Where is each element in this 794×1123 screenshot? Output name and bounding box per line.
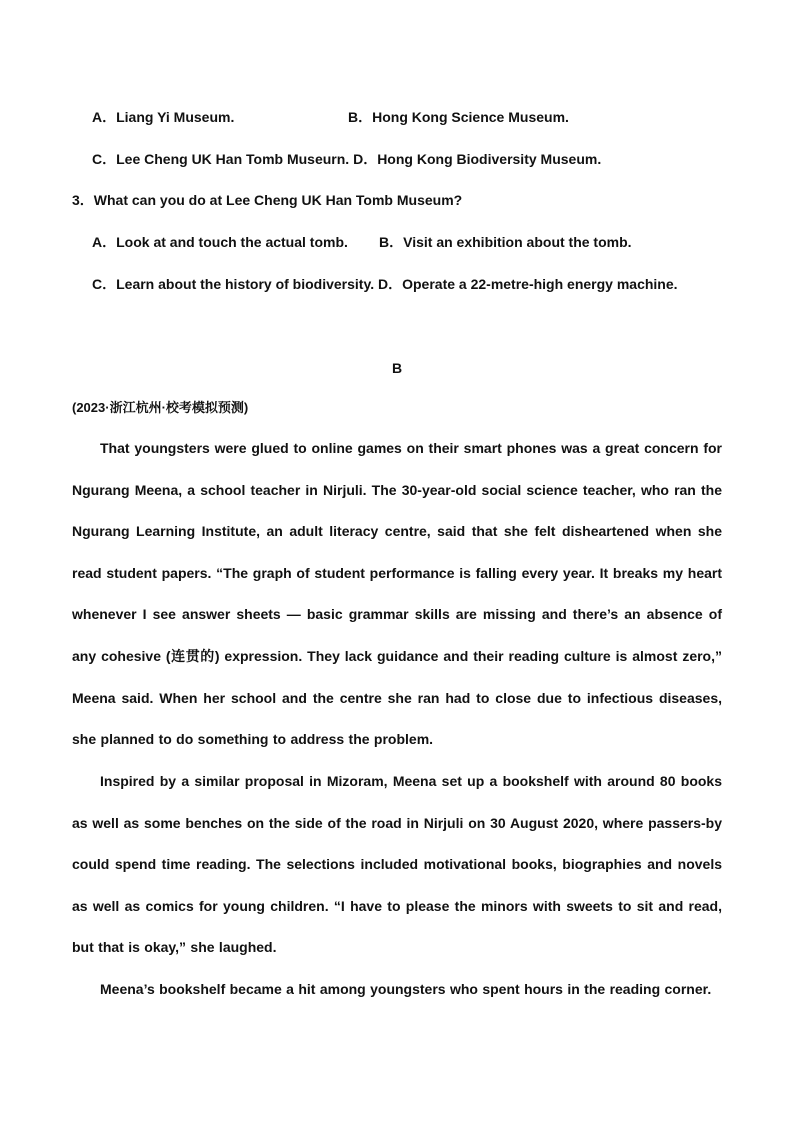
q3-stem: 3．What can you do at Lee Cheng UK Han Tomb Museum? bbox=[72, 192, 463, 208]
q3-options-c-d: C．Learn about the history of biodiversity. D．Operate a 22-metre-high energy machine. bbox=[92, 276, 678, 292]
q2-option-a: A．Liang Yi Museum. bbox=[92, 109, 235, 125]
q2-options-c-d: C．Lee Cheng UK Han Tomb Museurn. D．Hong Kong Biodiversity Museum. bbox=[92, 151, 602, 167]
paragraph-1: That youngsters were glued to online games on their smart phones was a great concern for Ngurang Meena, a school teacher in Nirjuli. The 30-year-old social science teacher, who ran the Ngurang Learning Institute, an adult literacy centre, said that she felt disheartened when she read student papers. “The graph of student performance is falling every year. It breaks my heart whenever I see answer sheets — basic grammar skills are missing and there’s an absence of any cohesive (连贯的) expression. They lack guidance and their reading culture is almost zero,” Meena said. When her school and the centre she ran had to close due to infectious diseases, she planned to do something to address the problem. bbox=[72, 440, 722, 748]
paragraph-2: Inspired by a similar proposal in Mizoram, Meena set up a bookshelf with around 80 books as well as some benches on the side of the road in Nirjuli on 30 August 2020, where passers-by could spend time reading. The selections included motivational books, biographies and novels as well as comics for young children. “I have to please the minors with sweets to sit and read, but that is okay,” she laughed. bbox=[72, 773, 722, 956]
q2-option-b: B．Hong Kong Science Museum. bbox=[348, 109, 569, 125]
q3-options-a-b: A．Look at and touch the actual tomb. B．Visit an exhibition about the tomb. bbox=[92, 234, 632, 250]
source-tag: (2023·浙江杭州·校考模拟预测) bbox=[72, 400, 249, 415]
section-b-letter: B bbox=[391, 360, 403, 376]
paragraph-3: Meena’s bookshelf became a hit among youngsters who spent hours in the reading corner. bbox=[100, 981, 712, 997]
